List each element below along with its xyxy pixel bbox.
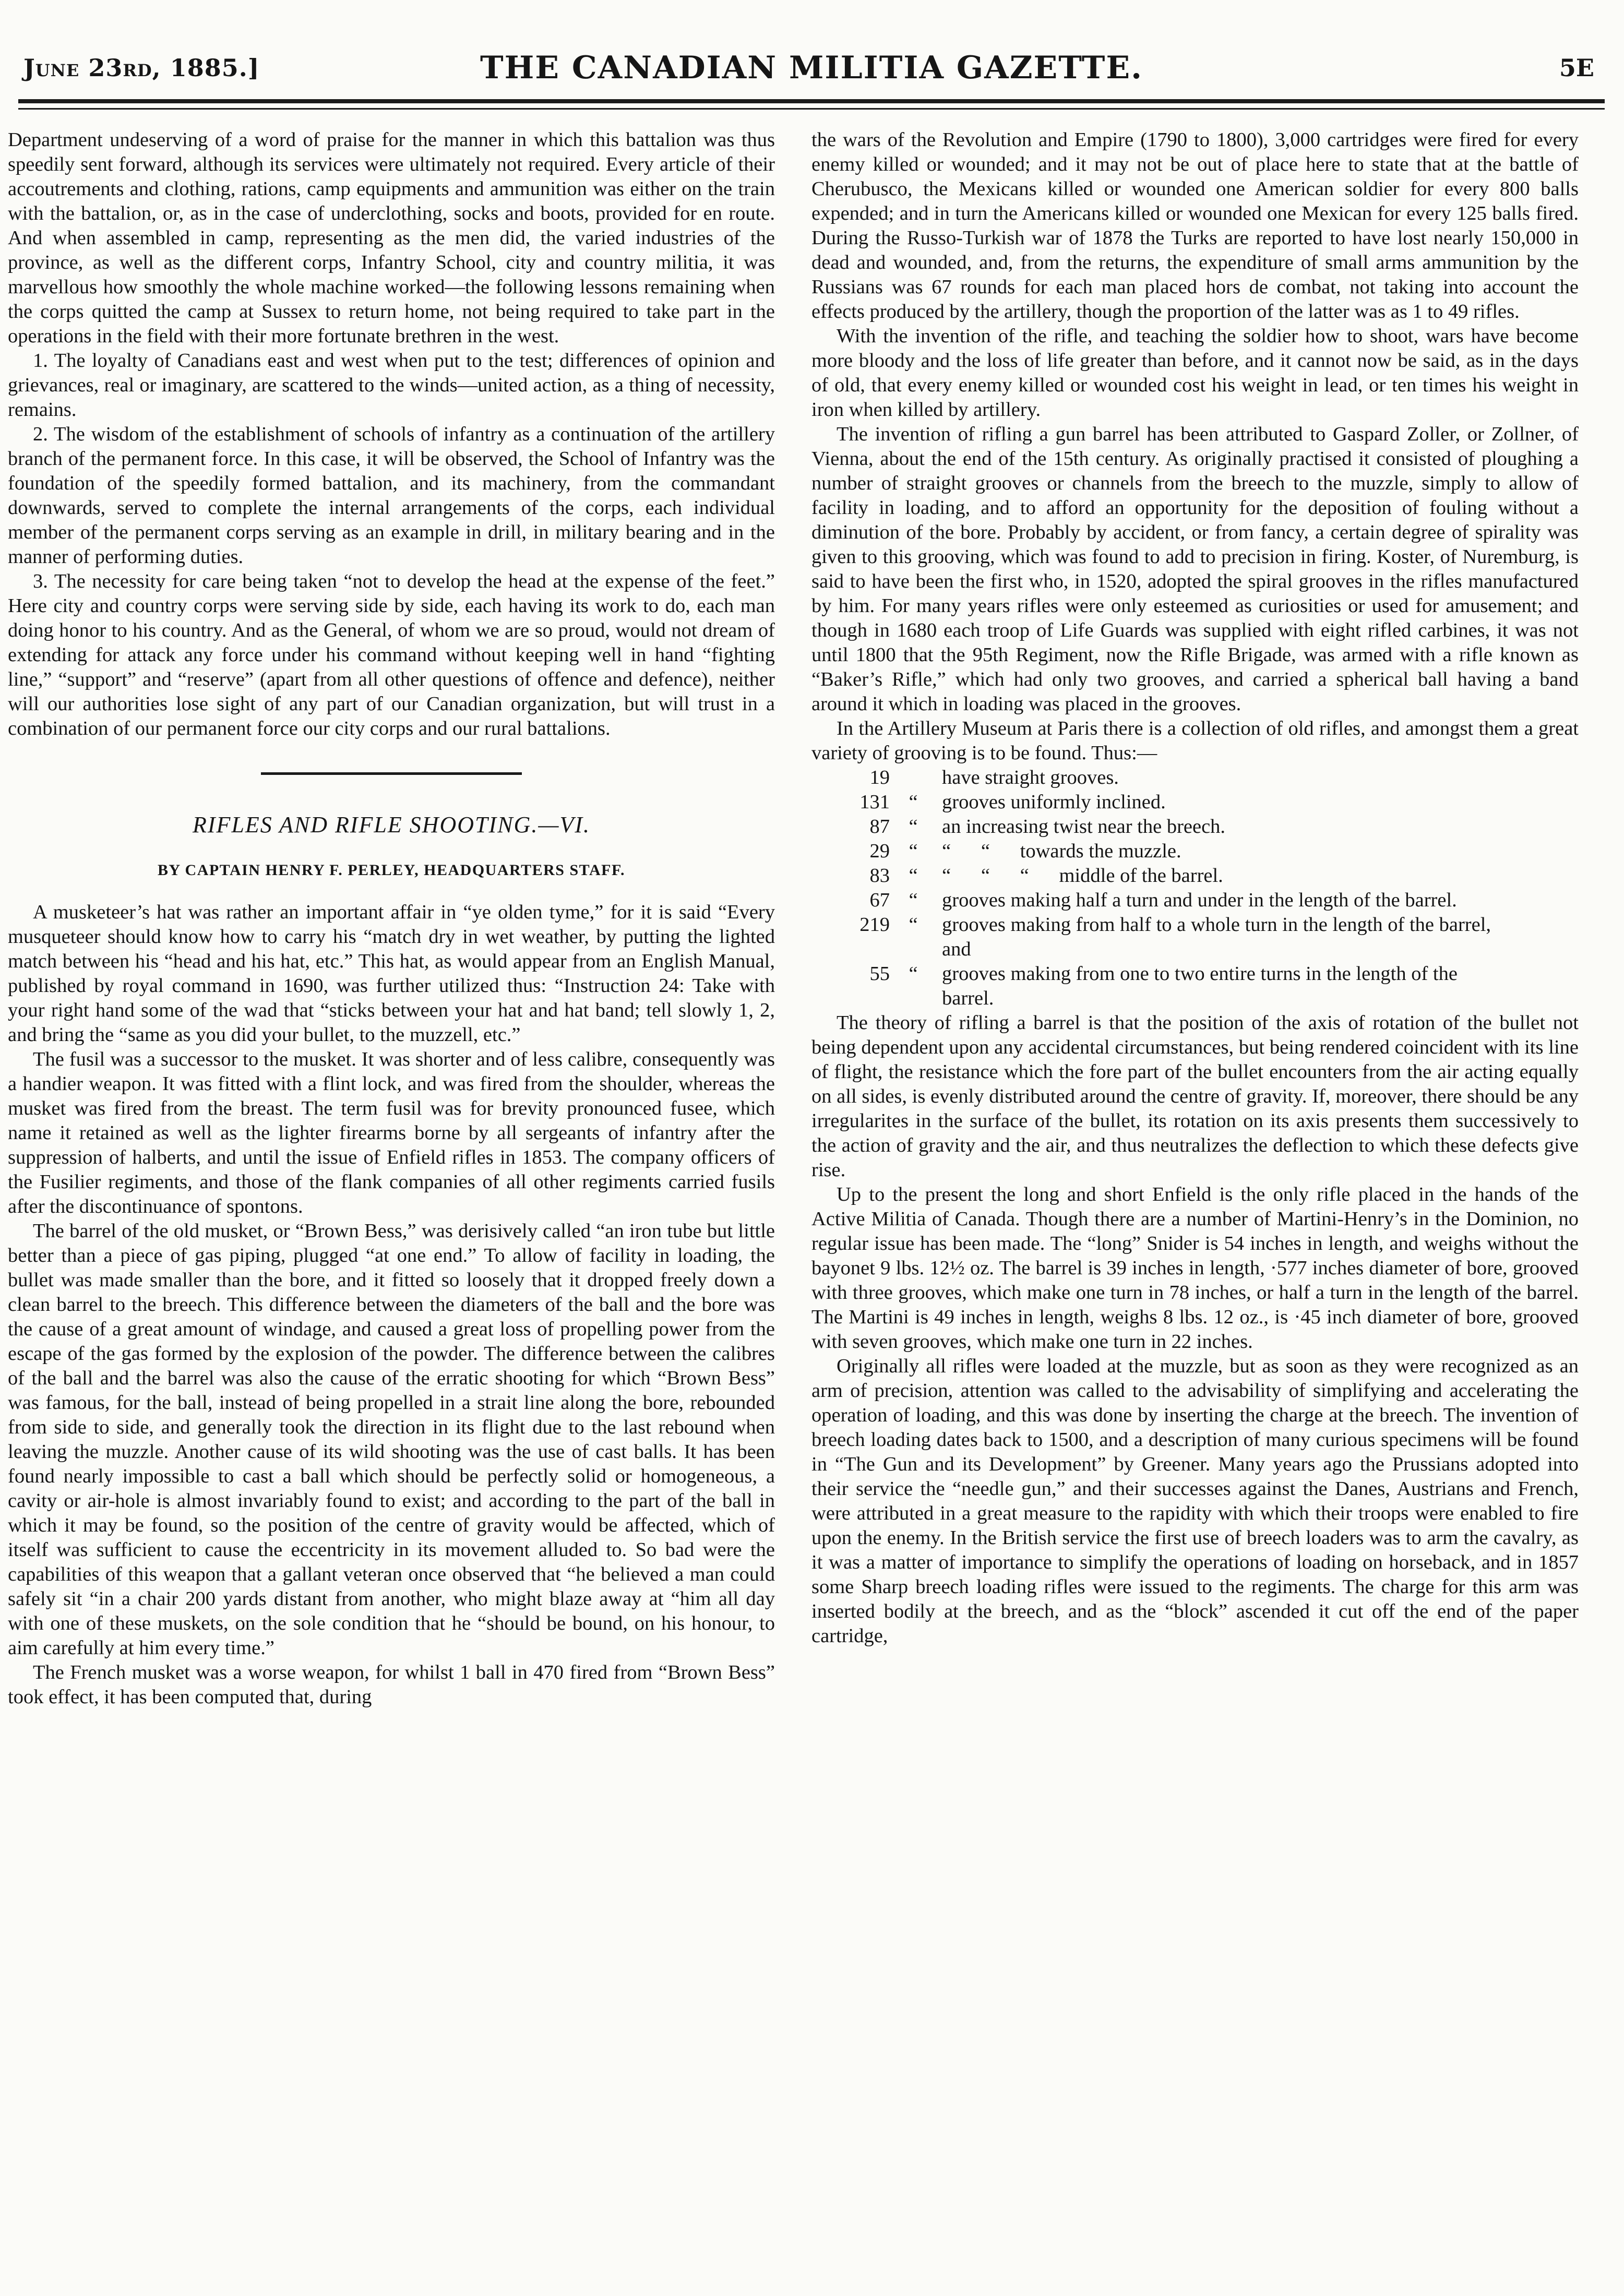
header-rule-thin — [18, 108, 1605, 110]
body-paragraph: With the invention of the rifle, and teaching the soldier how to shoot, wars have become more bloody and the loss of life greater than before, and it cannot now be said, as in the days of old, that every enemy killed or wounded cost his weight in lead, or ten times his weight in iron when killed by artillery. — [811, 325, 1579, 421]
publication-title: THE CANADIAN MILITIA GAZETTE. — [480, 50, 1143, 86]
ditto-mark: “ — [909, 840, 918, 862]
groove-count: 67 — [869, 889, 890, 911]
article-byline: BY CAPTAIN HENRY F. PERLEY, HEADQUARTERS STAFF. — [157, 862, 626, 879]
groove-count: 219 — [859, 914, 890, 936]
body-paragraph: A musketeer’s hat was rather an important affair in “ye olden tyme,” for it is said “Every musqueteer should know how to carry his “match dry in wet weather, by putting the lighted match between his “head and his hat, etc.” This hat, as would appear from an English Manual, published by royal command in 1690, was further utilized thus: “Instruction 24: Take with your right hand some of the wad that “sticks between your hat and hat band; tell slowly 1, 2, and bring the “same as you did your bullet, to the muzzell, etc.” — [8, 901, 775, 1046]
page-number: 5E — [1559, 54, 1594, 82]
ditto-mark: “ — [909, 914, 918, 936]
groove-description: “ “ towards the muzzle. — [942, 840, 1181, 862]
body-paragraph: 2. The wisdom of the establishment of schools of infantry as a continuation of the artillery branch of the permanent force. In this case, it will be observed, the School of Infantry was the foundation of the speedily formed battalion, and its machinery, from the commandant downwards, served to complete the internal arrangements of the corps, each individual member of the permanent corps serving as an example in drill, in military bearing and in the manner of performing duties. — [8, 423, 775, 568]
body-paragraph: 3. The necessity for care being taken “not to develop the head at the expense of the feet.” Here city and country corps were serving side by side, each having its work to do, each man doing honor to his country. And as the General, of whom we are so proud, would not dream of extending for attack any force under his command without keeping well in hand “fighting line,” “support” and “reserve” (apart from all other questions of offence and defence), neither will our authorities lose sight of any part of our Canadian organization, but will trust in a combination of our permanent force our city corps and our rural battalions. — [8, 570, 775, 739]
body-paragraph: The fusil was a successor to the musket. It was shorter and of less calibre, consequently was a handier weapon. It was fitted with a flint lock, and was fired from the shoulder, whereas the musket was fired from the breast. The term fusil was for brevity pronounced fusee, which name it retained as well as the lighter firearms borne by all sergeants of infantry after the suppression of halberts, and until the issue of Enfield rifles in 1853. The company officers of the Fusilier regiments, and those of the flank companies of all other regiments carried fusils after the discontinuance of spontons. — [8, 1048, 775, 1217]
ditto-mark: “ — [909, 889, 918, 911]
groove-description: grooves making from one to two entire turns in the length of the barrel. — [942, 963, 1458, 1009]
ditto-mark: “ — [909, 865, 918, 887]
groove-description: have straight grooves. — [942, 767, 1119, 788]
body-paragraph: Up to the present the long and short Enfield is the only rifle placed in the hands of the Active Militia of Canada. Though there are a number of Martini-Henry’s in the Dominion, no regular issue has been made. The “long” Snider is 54 inches in length, and weighs without the bayonet 9 lbs. 12½ oz. The barrel is 39 inches in length, ·577 inches diameter of bore, grooved with three grooves, which make one turn in 78 inches, or half a turn in the length of the barrel. The Martini is 49 inches in length, weighs 8 lbs. 12 oz., is ·45 inch diameter of bore, grooved with seven grooves, which make one turn in 22 inches. — [811, 1183, 1579, 1353]
groove-row — [811, 815, 1579, 839]
right-column — [811, 128, 1579, 2283]
groove-description: “ “ “ middle of the barrel. — [942, 865, 1223, 887]
body-paragraph: The invention of rifling a gun barrel has been attributed to Gaspard Zoller, or Zollner, of Vienna, about the end of the 15th century. As originally practised it consisted of ploughing a number of straight grooves or channels from the breech to the muzzle, simply to allow of facility in loading, and to afford an opportunity for the deposition of fouling without a diminution of the bore. Probably by accident, or from fancy, a certain degree of spirality was given to this grooving, which was found to add to precision in firing. Koster, of Nuremburg, is said to have been the first who, in 1520, adopted the spiral grooves in the rifles manufactured by him. For many years rifles were only esteemed as curiosities or used for amusement; and though in 1680 each troop of Life Guards was supplied with eight rifled carbines, it was not until 1800 that the 95th Regiment, now the Rifle Brigade, was armed with a rifle known as “Baker’s Rifle,” which had only two grooves, and carried a spherical ball having a band around it which in loading was placed in the grooves. — [811, 423, 1579, 715]
body-paragraph: The barrel of the old musket, or “Brown Bess,” was derisively called “an iron tube but little better than a piece of gas piping, plugged “at one end.” To allow of facility in loading, the bullet was made smaller than the bore, and it fitted so loosely that it dropped freely down a clean barrel to the breech. This difference between the diameters of the ball and the bore was the cause of a great amount of windage, and caused a great loss of propelling power from the escape of the gas formed by the explosion of the powder. The difference between the calibres of the ball and the barrel was also the cause of the erratic shooting for which “Brown Bess” was famous, for the ball, instead of being propelled in a strait line along the bore, rebounded from side to side, and generally took the direction in its flight due to the last rebound when leaving the muzzle. Another cause of its wild shooting was the use of cast balls. It has been found nearly impossible to cast a ball which should be perfectly solid or homogeneous, a cavity or air-hole is almost invariably found to exist; and according to the part of the ball in which it may be found, so the position of the centre of gravity would be affected, which of itself was sufficient to cause the eccentricity in its movement alluded to. So bad were the capabilities of this weapon that a gallant veteran once observed that “he believed a man could safely sit “in a chair 200 yards distant from another, who might blaze away at “him all day with one of these muskets, on the sole condition that he “should be bound, on his honour, to aim carefully at him every time.” — [8, 1220, 775, 1659]
ditto-mark: “ — [909, 816, 918, 838]
groove-count: 87 — [869, 816, 890, 838]
left-column — [8, 128, 775, 2283]
groove-description: grooves making half a turn and under in the length of the barrel. — [942, 889, 1457, 911]
ditto-mark — [890, 766, 937, 790]
groove-count: 131 — [859, 791, 890, 813]
groove-description: grooves uniformly inclined. — [942, 791, 1166, 813]
groove-count: 19 — [869, 767, 890, 788]
groove-row — [811, 766, 1579, 790]
header-rule-thick — [18, 99, 1605, 103]
ditto-mark: “ — [909, 963, 918, 985]
groove-row — [811, 913, 1579, 962]
groove-count: 83 — [869, 865, 890, 887]
body-paragraph: In the Artillery Museum at Paris there is a collection of old rifles, and amongst them a great variety of grooving is to be found. Thus:— — [811, 718, 1579, 764]
groove-row — [811, 864, 1579, 888]
groove-row — [811, 790, 1579, 815]
groove-description: an increasing twist near the breech. — [942, 816, 1226, 838]
body-paragraph: Originally all rifles were loaded at the muzzle, but as soon as they were recognized as an arm of precision, attention was called to the advisability of simplifying and accelerating the operation of loading, and this was done by inserting the charge at the breech. The invention of breech loading dates back to 1500, and a description of many curious specimens will be found in “The Gun and its Development” by Greener. Many years ago the Prussians adopted into their service the “needle gun,” and their successes against the Danes, Austrians and French, were attributed in a great measure to the rapidity with which their troops were enabled to fire upon the enemy. In the British service the first use of breech loaders was to arm the cavalry, as it was a matter of importance to simplify the operations of loading on horseback, and in 1857 some Sharp breech loading rifles were issued to the regiments. The charge for this arm was inserted bodily at the breech, and as the “block” ascended it cut off the end of the paper cartridge, — [811, 1355, 1579, 1647]
groove-description: grooves making from half to a whole turn in the length of the barrel, and — [942, 914, 1491, 960]
page-header — [18, 50, 1605, 97]
body-paragraph: The theory of rifling a barrel is that the position of the axis of rotation of the bullet not being dependent upon any accidental circumstances, but being rendered coincident with its line of flight, the resistance which the fore part of the bullet encounters from the air acting equally on all sides, is evenly distributed around the centre of gravity. If, moreover, there should be any irregularites in the surface of the bullet, its rotation on its axis presents them successively to the action of gravity and the air, and thus neutralizes the deflection to which these defects give rise. — [811, 1012, 1579, 1181]
groove-table — [811, 766, 1579, 1011]
body-paragraph: The French musket was a worse weapon, for whilst 1 ball in 470 fired from “Brown Bess” took effect, it has been computed that, during — [8, 1661, 775, 1708]
article-title: RIFLES AND RIFLE SHOOTING.—VI. — [193, 812, 590, 838]
body-paragraph: 1. The loyalty of Canadians east and west when put to the test; differences of opinion and grievances, real or imaginary, are scattered to the winds—united action, as a thing of necessity, remains. — [8, 350, 775, 421]
groove-row — [811, 962, 1579, 1011]
body-paragraph: the wars of the Revolution and Empire (1790 to 1800), 3,000 cartridges were fired for every enemy killed or wounded; and it may not be out of place here to state that at the battle of Cherubusco, the Mexicans killed or wounded one American soldier for every 800 balls expended; and in turn the Americans killed or wounded one Mexican for every 125 balls fired. During the Russo-Turkish war of 1878 the Turks are reported to have lost nearly 150,000 in dead and wounded, and, from the returns, the expenditure of small arms ammunition by the Russians was 67 rounds for each man placed hors de combat, not taking into account the effects produced by the artillery, though the proportion of the latter was as 1 to 49 rifles. — [811, 129, 1579, 322]
groove-row — [811, 888, 1579, 913]
groove-row — [811, 839, 1579, 864]
body-paragraph: Department undeserving of a word of praise for the manner in which this battalion was thus speedily sent forward, although its services were ultimately not required. Every article of their accoutrements and clothing, rations, camp equipments and ammunition was either on the train with the battalion, or, as in the case of underclothing, socks and boots, provided for en route. And when assembled in camp, representing as the men did, the varied industries of the province, as well as the different corps, Infantry School, city and country militia, it was marvellous how smoothly the whole machine worked—the following lessons remaining when the corps quitted the camp at Sussex to return home, not being required to take part in the operations in the field with their more fortunate brethren in the west. — [8, 129, 775, 347]
issue-date: June 23rd, 1885.] — [23, 54, 260, 82]
groove-count: 29 — [869, 840, 890, 862]
section-divider — [261, 772, 522, 775]
groove-count: 55 — [869, 963, 890, 985]
ditto-mark: “ — [909, 791, 918, 813]
